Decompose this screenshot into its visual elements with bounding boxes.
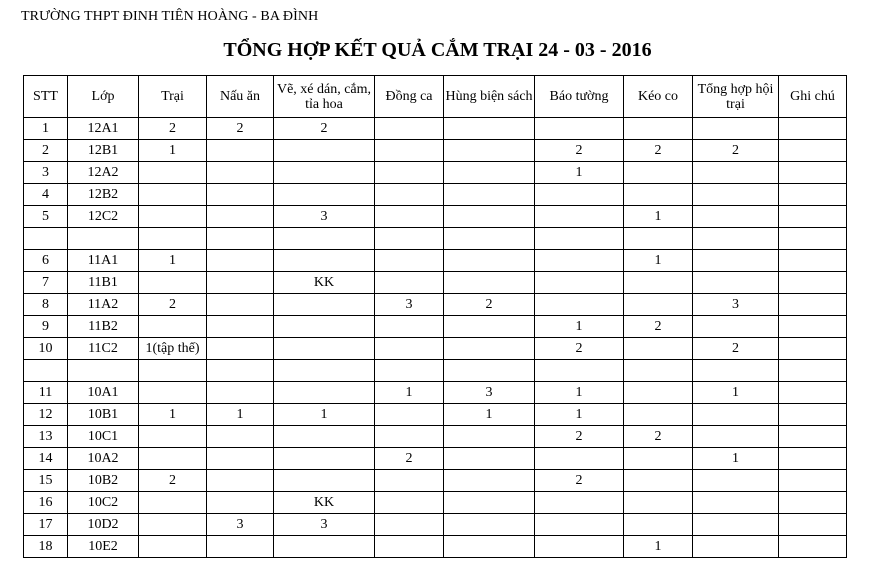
ve-xe-dan-cell (274, 140, 375, 162)
ghi-chu-cell (779, 162, 847, 184)
column-header-dong-ca: Đồng ca (375, 76, 444, 118)
stt-cell: 17 (24, 514, 68, 536)
hung-bien-cell (444, 316, 535, 338)
bao-tuong-cell (535, 492, 624, 514)
keo-co-cell (624, 272, 693, 294)
class-cell: 10B1 (68, 404, 139, 426)
hung-bien-cell (444, 470, 535, 492)
keo-co-cell (624, 184, 693, 206)
column-header-trai: Trại (139, 76, 207, 118)
bao-tuong-cell: 1 (535, 382, 624, 404)
tong-hop-cell (693, 206, 779, 228)
dong-ca-cell (375, 140, 444, 162)
ve-xe-dan-cell (274, 360, 375, 382)
table-body (24, 118, 847, 558)
dong-ca-cell (375, 228, 444, 250)
trai-cell: 1 (139, 140, 207, 162)
dong-ca-cell (375, 272, 444, 294)
nau-an-cell (207, 140, 274, 162)
trai-cell (139, 206, 207, 228)
keo-co-cell: 2 (624, 316, 693, 338)
hung-bien-cell (444, 360, 535, 382)
header-row (24, 76, 847, 118)
nau-an-cell (207, 228, 274, 250)
column-header-hung-bien-sach: Hùng biện sách (444, 76, 535, 118)
trai-cell (139, 536, 207, 558)
stt-cell: 8 (24, 294, 68, 316)
bao-tuong-cell (535, 272, 624, 294)
tong-hop-cell (693, 316, 779, 338)
table-row (24, 536, 847, 558)
dong-ca-cell (375, 514, 444, 536)
keo-co-cell (624, 448, 693, 470)
nau-an-cell (207, 250, 274, 272)
class-cell: 12B2 (68, 184, 139, 206)
hung-bien-cell (444, 162, 535, 184)
keo-co-cell (624, 382, 693, 404)
keo-co-cell (624, 514, 693, 536)
page-title: TỔNG HỢP KẾT QUẢ CẮM TRẠI 24 - 03 - 2016 (223, 39, 652, 61)
table-row (24, 118, 847, 140)
keo-co-cell (624, 492, 693, 514)
stt-cell: 16 (24, 492, 68, 514)
nau-an-cell (207, 492, 274, 514)
column-header-ve-xe-dan: Vẽ, xé dán, cắm, tỉa hoa (274, 76, 375, 118)
tong-hop-cell (693, 118, 779, 140)
dong-ca-cell (375, 426, 444, 448)
tong-hop-cell: 2 (693, 140, 779, 162)
stt-cell: 5 (24, 206, 68, 228)
nau-an-cell (207, 338, 274, 360)
hung-bien-cell (444, 250, 535, 272)
ghi-chu-cell (779, 118, 847, 140)
ve-xe-dan-cell: 3 (274, 206, 375, 228)
trai-cell: 2 (139, 294, 207, 316)
dong-ca-cell (375, 316, 444, 338)
ve-xe-dan-cell: 1 (274, 404, 375, 426)
tong-hop-cell (693, 228, 779, 250)
tong-hop-cell: 1 (693, 382, 779, 404)
nau-an-cell (207, 426, 274, 448)
ghi-chu-cell (779, 294, 847, 316)
bao-tuong-cell (535, 184, 624, 206)
nau-an-cell (207, 272, 274, 294)
trai-cell (139, 228, 207, 250)
nau-an-cell (207, 360, 274, 382)
keo-co-cell (624, 470, 693, 492)
nau-an-cell: 1 (207, 404, 274, 426)
trai-cell: 1 (139, 250, 207, 272)
hung-bien-cell: 1 (444, 404, 535, 426)
table-row (24, 272, 847, 294)
hung-bien-cell (444, 206, 535, 228)
tong-hop-cell (693, 470, 779, 492)
table-row (24, 470, 847, 492)
ve-xe-dan-cell (274, 250, 375, 272)
trai-cell (139, 492, 207, 514)
ghi-chu-cell (779, 228, 847, 250)
hung-bien-cell (444, 426, 535, 448)
keo-co-cell (624, 338, 693, 360)
hung-bien-cell: 3 (444, 382, 535, 404)
results-table (23, 75, 847, 558)
ve-xe-dan-cell (274, 294, 375, 316)
keo-co-cell (624, 404, 693, 426)
stt-cell: 6 (24, 250, 68, 272)
bao-tuong-cell (535, 514, 624, 536)
ghi-chu-cell (779, 272, 847, 294)
stt-cell: 18 (24, 536, 68, 558)
dong-ca-cell (375, 206, 444, 228)
class-cell: 12B1 (68, 140, 139, 162)
class-cell (68, 360, 139, 382)
bao-tuong-cell (535, 250, 624, 272)
hung-bien-cell (444, 228, 535, 250)
school-name: TRƯỜNG THPT ĐINH TIÊN HOÀNG - BA ĐÌNH (21, 9, 319, 24)
class-cell: 10A2 (68, 448, 139, 470)
class-cell: 10C2 (68, 492, 139, 514)
class-cell: 10D2 (68, 514, 139, 536)
bao-tuong-cell (535, 536, 624, 558)
table-row (24, 316, 847, 338)
class-cell: 10E2 (68, 536, 139, 558)
dong-ca-cell (375, 360, 444, 382)
column-header-stt: STT (24, 76, 68, 118)
ve-xe-dan-cell: 3 (274, 514, 375, 536)
class-cell: 12A2 (68, 162, 139, 184)
keo-co-cell (624, 360, 693, 382)
class-cell (68, 228, 139, 250)
ghi-chu-cell (779, 316, 847, 338)
class-cell: 11A2 (68, 294, 139, 316)
nau-an-cell (207, 448, 274, 470)
hung-bien-cell (444, 140, 535, 162)
tong-hop-cell (693, 272, 779, 294)
dong-ca-cell (375, 338, 444, 360)
ve-xe-dan-cell (274, 536, 375, 558)
class-cell: 10B2 (68, 470, 139, 492)
column-header-bao-tuong: Báo tường (535, 76, 624, 118)
stt-cell: 3 (24, 162, 68, 184)
ghi-chu-cell (779, 140, 847, 162)
stt-cell: 1 (24, 118, 68, 140)
table-row (24, 360, 847, 382)
table-row (24, 426, 847, 448)
class-cell: 12C2 (68, 206, 139, 228)
nau-an-cell (207, 382, 274, 404)
tong-hop-cell (693, 426, 779, 448)
ve-xe-dan-cell (274, 316, 375, 338)
dong-ca-cell (375, 492, 444, 514)
keo-co-cell (624, 118, 693, 140)
nau-an-cell: 2 (207, 118, 274, 140)
stt-cell: 15 (24, 470, 68, 492)
tong-hop-cell (693, 514, 779, 536)
hung-bien-cell (444, 514, 535, 536)
column-header-ghi-chu: Ghi chú (779, 76, 847, 118)
bao-tuong-cell: 2 (535, 426, 624, 448)
dong-ca-cell: 2 (375, 448, 444, 470)
trai-cell (139, 448, 207, 470)
class-cell: 11B2 (68, 316, 139, 338)
ghi-chu-cell (779, 250, 847, 272)
hung-bien-cell (444, 492, 535, 514)
bao-tuong-cell: 1 (535, 316, 624, 338)
keo-co-cell: 2 (624, 140, 693, 162)
hung-bien-cell (444, 448, 535, 470)
stt-cell: 2 (24, 140, 68, 162)
hung-bien-cell (444, 184, 535, 206)
nau-an-cell (207, 184, 274, 206)
dong-ca-cell (375, 118, 444, 140)
table-row (24, 448, 847, 470)
tong-hop-cell (693, 404, 779, 426)
column-header-tong-hop-hoi-trai: Tổng hợp hội trại (693, 76, 779, 118)
trai-cell (139, 426, 207, 448)
table-row (24, 206, 847, 228)
nau-an-cell (207, 162, 274, 184)
ghi-chu-cell (779, 382, 847, 404)
tong-hop-cell (693, 536, 779, 558)
keo-co-cell: 1 (624, 536, 693, 558)
ghi-chu-cell (779, 206, 847, 228)
stt-cell: 9 (24, 316, 68, 338)
table-row (24, 184, 847, 206)
tong-hop-cell (693, 360, 779, 382)
table-row (24, 404, 847, 426)
stt-cell: 11 (24, 382, 68, 404)
tong-hop-cell (693, 184, 779, 206)
tong-hop-cell (693, 250, 779, 272)
stt-cell: 12 (24, 404, 68, 426)
keo-co-cell (624, 162, 693, 184)
ghi-chu-cell (779, 448, 847, 470)
ve-xe-dan-cell: 2 (274, 118, 375, 140)
table-row (24, 140, 847, 162)
table-row (24, 492, 847, 514)
bao-tuong-cell (535, 448, 624, 470)
ghi-chu-cell (779, 184, 847, 206)
stt-cell: 4 (24, 184, 68, 206)
bao-tuong-cell: 1 (535, 162, 624, 184)
class-cell: 10A1 (68, 382, 139, 404)
dong-ca-cell (375, 404, 444, 426)
table-row (24, 514, 847, 536)
nau-an-cell (207, 294, 274, 316)
stt-cell: 13 (24, 426, 68, 448)
bao-tuong-cell: 2 (535, 470, 624, 492)
bao-tuong-cell: 2 (535, 338, 624, 360)
ve-xe-dan-cell (274, 470, 375, 492)
table-row (24, 228, 847, 250)
trai-cell (139, 360, 207, 382)
keo-co-cell: 1 (624, 206, 693, 228)
table-row (24, 294, 847, 316)
class-cell: 12A1 (68, 118, 139, 140)
trai-cell: 2 (139, 118, 207, 140)
stt-cell: 7 (24, 272, 68, 294)
bao-tuong-cell: 2 (535, 140, 624, 162)
hung-bien-cell (444, 536, 535, 558)
keo-co-cell: 1 (624, 250, 693, 272)
dong-ca-cell (375, 536, 444, 558)
dong-ca-cell (375, 162, 444, 184)
trai-cell: 2 (139, 470, 207, 492)
class-cell: 11C2 (68, 338, 139, 360)
bao-tuong-cell (535, 360, 624, 382)
keo-co-cell (624, 228, 693, 250)
tong-hop-cell: 1 (693, 448, 779, 470)
keo-co-cell: 2 (624, 426, 693, 448)
dong-ca-cell: 3 (375, 294, 444, 316)
trai-cell (139, 382, 207, 404)
ve-xe-dan-cell (274, 426, 375, 448)
trai-cell (139, 514, 207, 536)
ghi-chu-cell (779, 404, 847, 426)
trai-cell: 1 (139, 404, 207, 426)
bao-tuong-cell (535, 228, 624, 250)
nau-an-cell (207, 316, 274, 338)
dong-ca-cell (375, 184, 444, 206)
ve-xe-dan-cell (274, 382, 375, 404)
hung-bien-cell: 2 (444, 294, 535, 316)
table-row (24, 250, 847, 272)
nau-an-cell (207, 206, 274, 228)
trai-cell: 1(tập thể) (139, 338, 207, 360)
table-row (24, 162, 847, 184)
tong-hop-cell: 2 (693, 338, 779, 360)
ve-xe-dan-cell (274, 228, 375, 250)
dong-ca-cell (375, 470, 444, 492)
nau-an-cell (207, 470, 274, 492)
ve-xe-dan-cell (274, 162, 375, 184)
dong-ca-cell: 1 (375, 382, 444, 404)
hung-bien-cell (444, 272, 535, 294)
ghi-chu-cell (779, 360, 847, 382)
ve-xe-dan-cell: KK (274, 272, 375, 294)
table-row (24, 338, 847, 360)
dong-ca-cell (375, 250, 444, 272)
hung-bien-cell (444, 338, 535, 360)
column-header-lop: Lớp (68, 76, 139, 118)
trai-cell (139, 184, 207, 206)
hung-bien-cell (444, 118, 535, 140)
tong-hop-cell (693, 162, 779, 184)
ve-xe-dan-cell (274, 448, 375, 470)
ghi-chu-cell (779, 338, 847, 360)
stt-cell: 10 (24, 338, 68, 360)
ghi-chu-cell (779, 536, 847, 558)
trai-cell (139, 272, 207, 294)
column-header-nau-an: Nấu ăn (207, 76, 274, 118)
ve-xe-dan-cell (274, 338, 375, 360)
tong-hop-cell: 3 (693, 294, 779, 316)
ve-xe-dan-cell (274, 184, 375, 206)
nau-an-cell: 3 (207, 514, 274, 536)
bao-tuong-cell (535, 294, 624, 316)
stt-cell: 14 (24, 448, 68, 470)
trai-cell (139, 162, 207, 184)
class-cell: 11B1 (68, 272, 139, 294)
stt-cell (24, 360, 68, 382)
ve-xe-dan-cell: KK (274, 492, 375, 514)
column-header-keo-co: Kéo co (624, 76, 693, 118)
ghi-chu-cell (779, 492, 847, 514)
ghi-chu-cell (779, 514, 847, 536)
ghi-chu-cell (779, 426, 847, 448)
tong-hop-cell (693, 492, 779, 514)
trai-cell (139, 316, 207, 338)
nau-an-cell (207, 536, 274, 558)
class-cell: 11A1 (68, 250, 139, 272)
bao-tuong-cell: 1 (535, 404, 624, 426)
bao-tuong-cell (535, 118, 624, 140)
table-row (24, 382, 847, 404)
keo-co-cell (624, 294, 693, 316)
stt-cell (24, 228, 68, 250)
class-cell: 10C1 (68, 426, 139, 448)
ghi-chu-cell (779, 470, 847, 492)
bao-tuong-cell (535, 206, 624, 228)
